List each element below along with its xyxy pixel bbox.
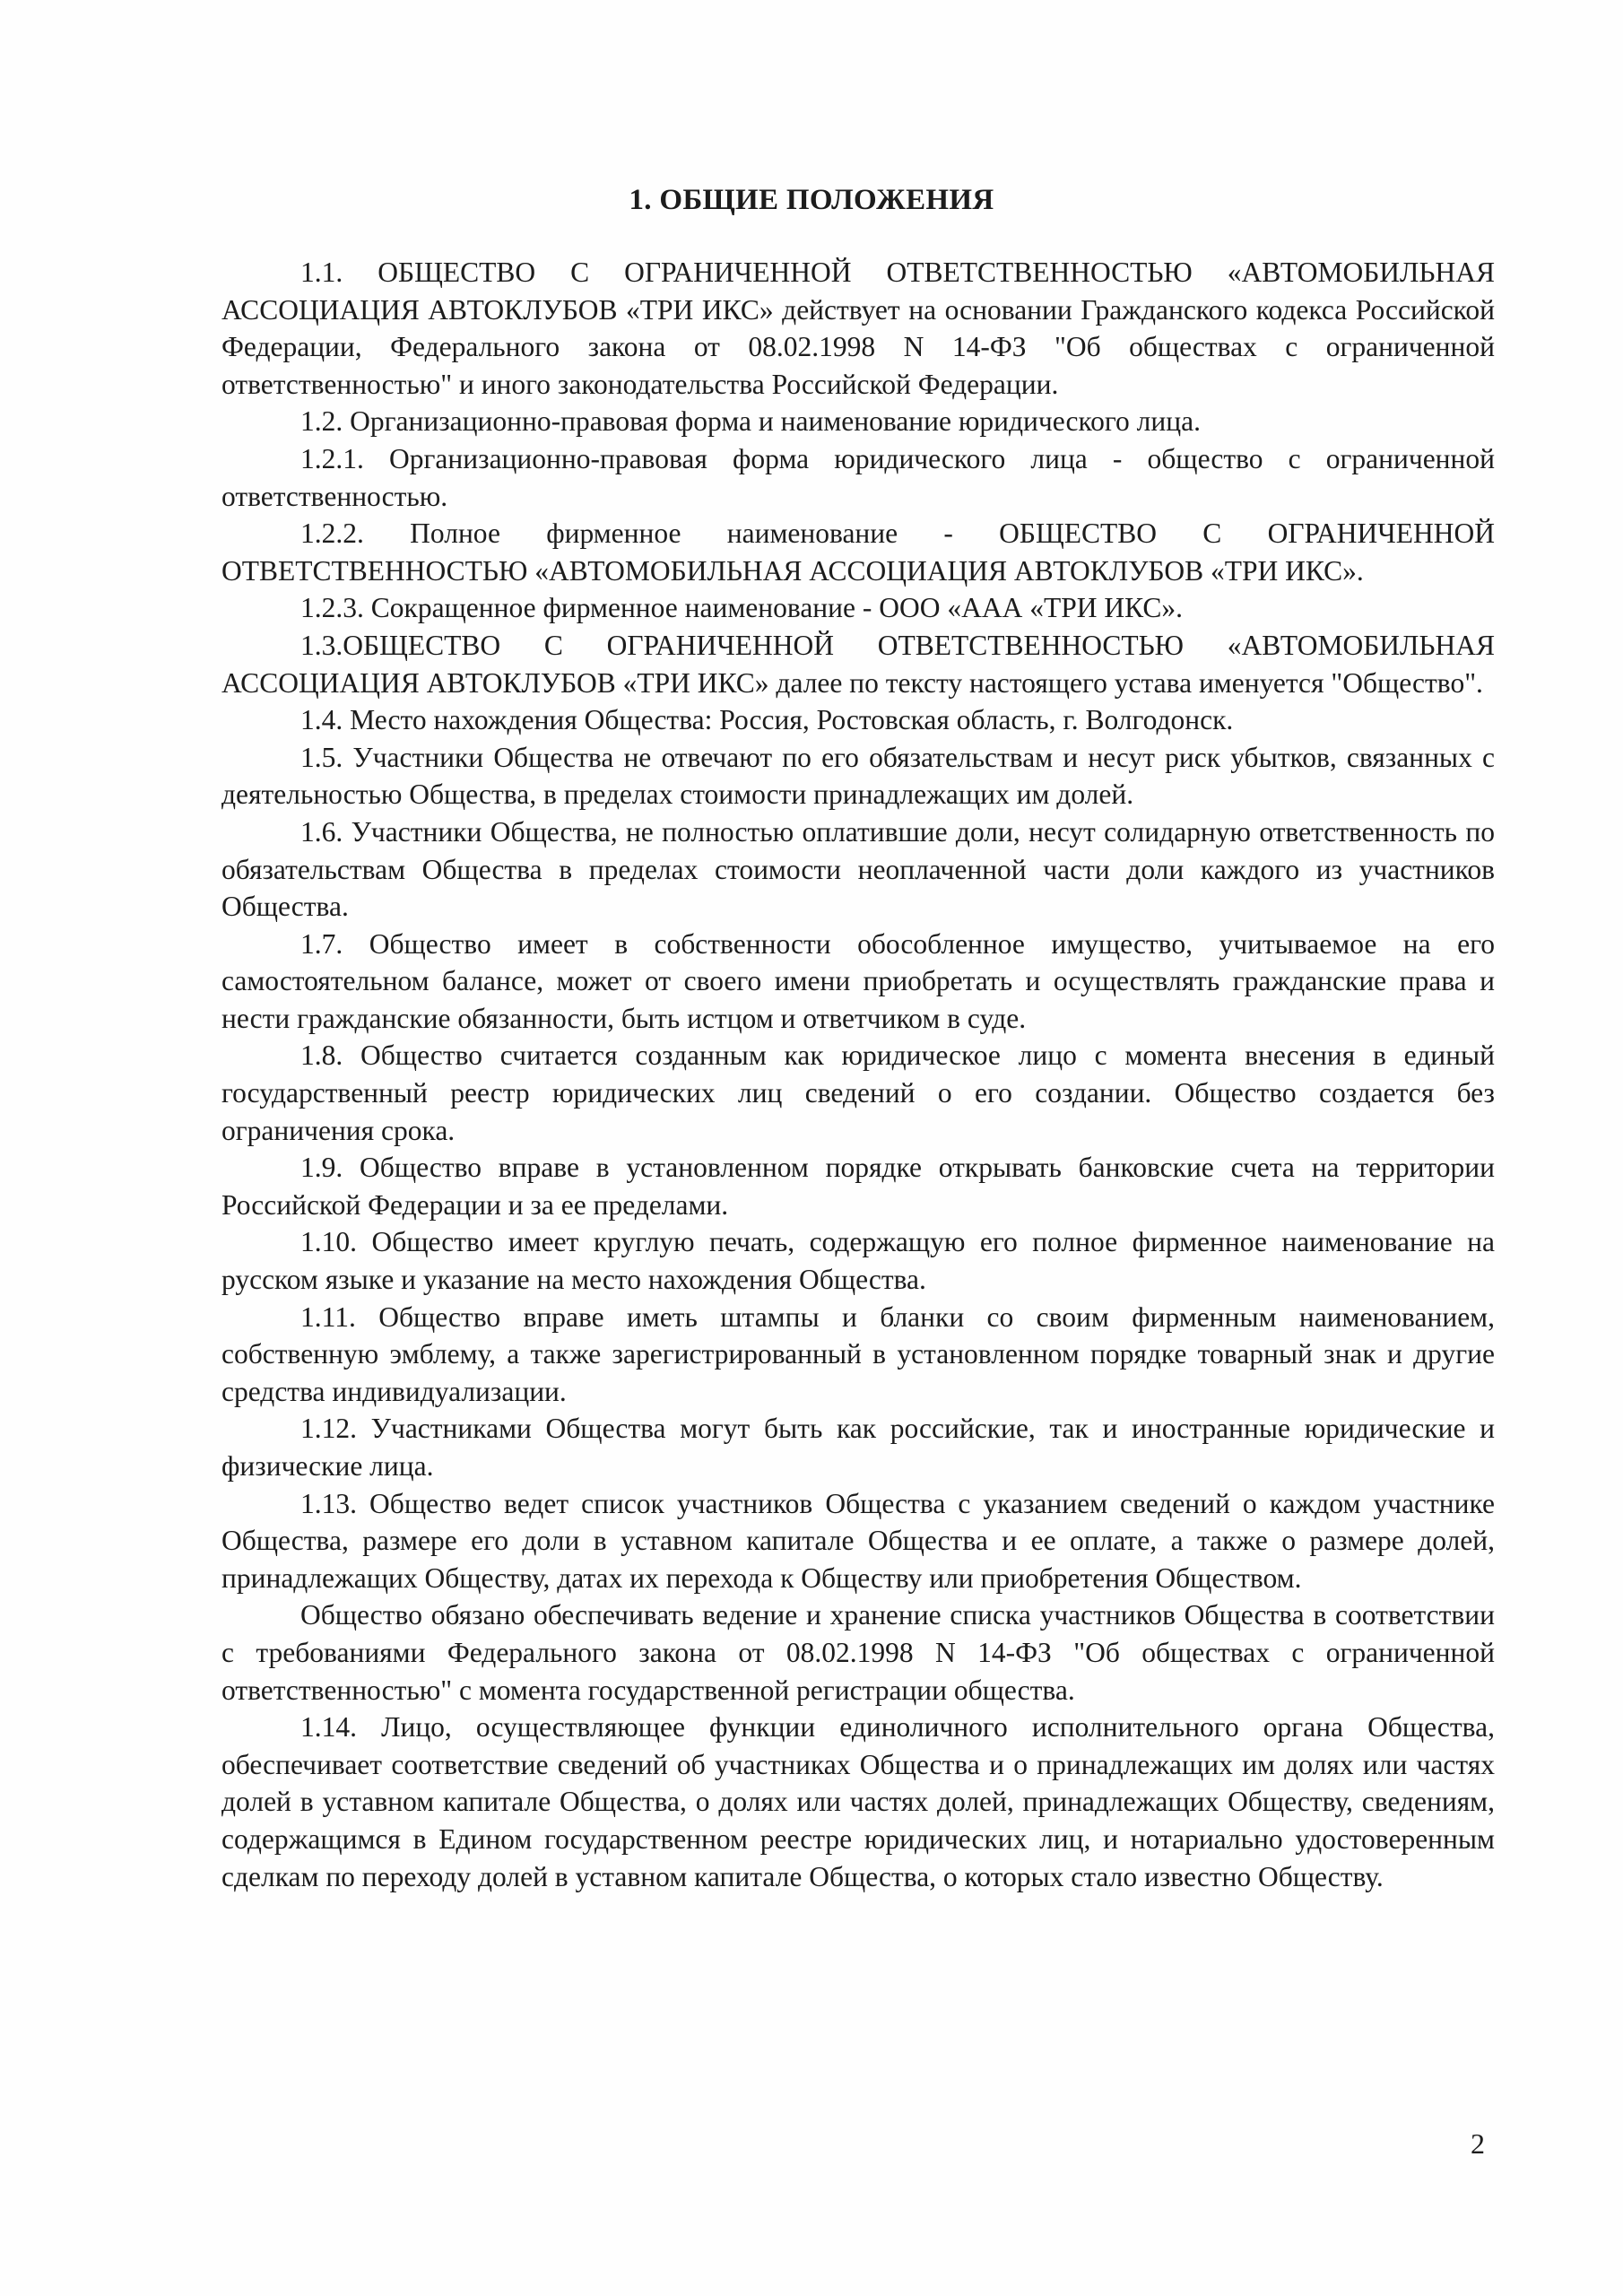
paragraph-1-14: 1.14. Лицо, осуществляющее функции единоличного исполнительного органа Общества, обеспечивает соответствие сведений об участниках Общества и о принадлежащих им долях или частях долей в уставном капитале Общества, о долях или частях долей, принадлежащих Обществу, сведениям, содержащимся в Едином государственном реестре юридических лиц, и нотариально удостоверенным сделкам по переходу долей в уставном капитале Общества, о которых стало известно Обществу. [221, 1711, 1495, 1892]
paragraph-1-2-2: 1.2.2. Полное фирменное наименование - ОБЩЕСТВО С ОГРАНИЧЕННОЙ ОТВЕТСТВЕННОСТЬЮ «АВТОМОБИЛЬНАЯ АССОЦИАЦИЯ АВТОКЛУБОВ «ТРИ ИКС». [221, 517, 1495, 587]
paragraph-1-2-3: 1.2.3. Сокращенное фирменное наименование - ООО «ААА «ТРИ ИКС». [300, 592, 1183, 624]
paragraph-1-5: 1.5. Участники Общества не отвечают по его обязательствам и несут риск убытков, связанных с деятельностью Общества, в пределах стоимости принадлежащих им долей. [221, 741, 1495, 811]
paragraph-1-11: 1.11. Общество вправе иметь штампы и бланки со своим фирменным наименованием, собственную эмблему, а также зарегистрированный в установленном порядке товарный знак и другие средства индивидуализации. [221, 1300, 1495, 1407]
paragraph-1-12: 1.12. Участниками Общества могут быть как российские, так и иностранные юридические и физические лица. [221, 1413, 1495, 1482]
paragraph-1-10: 1.10. Общество имеет круглую печать, содержащую его полное фирменное наименование на русском языке и указание на место нахождения Общества. [221, 1226, 1495, 1296]
paragraph-1-8: 1.8. Общество считается созданным как юридическое лицо с момента внесения в единый государственный реестр юридических лиц сведений о его создании. Общество создается без ограничения срока. [221, 1039, 1495, 1146]
paragraph-1-4: 1.4. Место нахождения Общества: Россия, Ростовская область, г. Волгодонск. [300, 704, 1234, 736]
paragraph-1-6: 1.6. Участники Общества, не полностью оплатившие доли, несут солидарную ответственность по обязательствам Общества в пределах стоимости неоплаченной части доли каждого из участников Общества. [221, 815, 1495, 923]
paragraph-1-1: 1.1. ОБЩЕСТВО С ОГРАНИЧЕННОЙ ОТВЕТСТВЕННОСТЬЮ «АВТОМОБИЛЬНАЯ АССОЦИАЦИЯ АВТОКЛУБОВ «ТРИ ИКС» действует на основании Гражданского кодекса Российской Федерации, Федерального закона от 08.02.1998 N 14-ФЗ "Об обществах с ограниченной ответственностью" и иного законодательства Российской Федерации. [221, 257, 1495, 400]
paragraph-1-13-continued: Общество обязано обеспечивать ведение и хранение списка участников Общества в соответствии с требованиями Федерального закона от 08.02.1998 N 14-ФЗ "Об обществах с ограниченной ответственностью" с момента государственной регистрации общества. [221, 1599, 1495, 1706]
paragraph-1-13: 1.13. Общество ведет список участников Общества с указанием сведений о каждом участнике Общества, размере его доли в уставном капитале Общества и ее оплате, а также о размере долей, принадлежащих Обществу, датах их перехода к Обществу или приобретения Обществом. [221, 1487, 1495, 1594]
page-number: 2 [1471, 2127, 1485, 2160]
paragraph-1-2-1: 1.2.1. Организационно-правовая форма юридического лица - общество с ограниченной ответственностью. [221, 442, 1495, 512]
paragraph-1-7: 1.7. Общество имеет в собственности обособленное имущество, учитываемое на его самостоятельном балансе, может от своего имени приобретать и осуществлять гражданские права и нести гражданские обязанности, быть истцом и ответчиком в суде. [221, 927, 1495, 1034]
paragraph-1-9: 1.9. Общество вправе в установленном порядке открывать банковские счета на территории Российской Федерации и за ее пределами. [221, 1152, 1495, 1221]
paragraph-1-2: 1.2. Организационно-правовая форма и наименование юридического лица. [300, 405, 1201, 438]
paragraph-1-3: 1.3.ОБЩЕСТВО С ОГРАНИЧЕННОЙ ОТВЕТСТВЕННОСТЬЮ «АВТОМОБИЛЬНАЯ АССОЦИАЦИЯ АВТОКЛУБОВ «ТРИ ИКС» далее по тексту настоящего устава именуется "Общество". [221, 629, 1495, 699]
document-body [221, 254, 1495, 1895]
section-heading: 1. ОБЩИЕ ПОЛОЖЕНИЯ [629, 184, 994, 216]
